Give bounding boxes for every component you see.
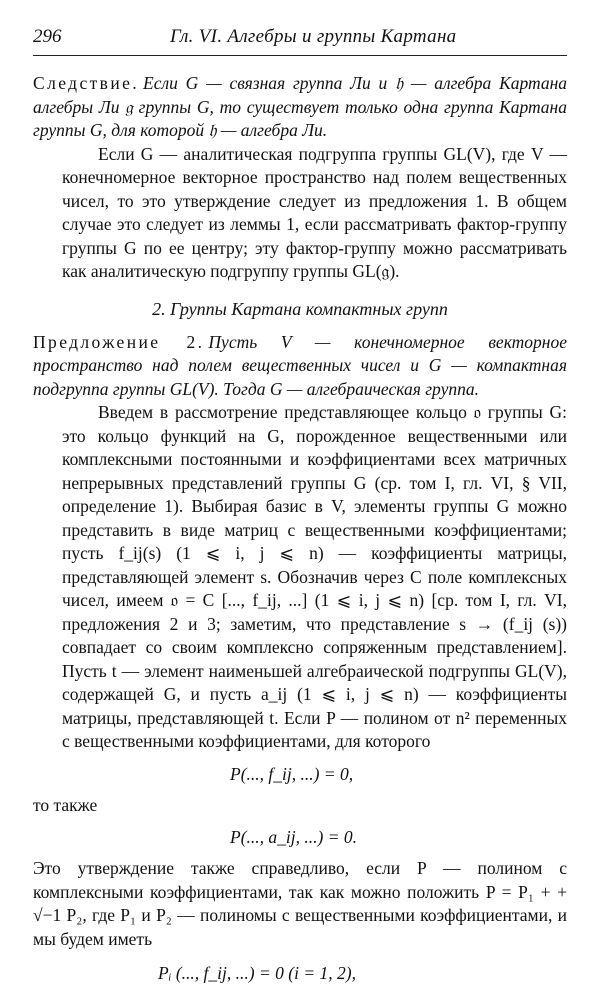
page-body xyxy=(33,72,567,993)
proposition-text: Пусть V — конечномерное векторное пространство над полем вещественных чисел и G — компактная подгруппа группы GL(V). Тогда G — алгебраическая группа. xyxy=(33,331,567,399)
header-rule xyxy=(33,55,567,56)
section-title: 2. Группы Картана компактных групп xyxy=(152,298,448,319)
proposition xyxy=(33,331,567,402)
corollary-lead: Следствие. xyxy=(33,73,140,93)
page-header xyxy=(0,0,602,60)
paragraph-proof: Введем в рассмотрение представляющее кольцо 𝔬 группы G: это кольцо функций на G, порожденное вещественными или комплексными постоянными и коэффициентами всех матричных непрерывных представлений группы G (ср. том I, гл. VI, § VII, определение 1). Выбирая базис в V, элементы группы G можно представить в виде матриц с вещественными коэффициентами; пусть f_ij(s) (1 ⩽ i, j ⩽ n) — коэффициенты матрицы, представляющей элемент s. Обозначив через C поле комплексных чисел, имеем 𝔬 = C [..., f_ij, ...] (1 ⩽ i, j ⩽ n) [ср. том I, гл. VI, предложения 2 и 3; заметим, что представление s → (f_ij (s)) совпадает со своим комплексно сопряженным представлением]. Пусть t — элемент наименьшей алгебраической подгруппы GL(V), содержащей G, и пусть a_ij (1 ⩽ i, j ⩽ n) — коэффициенты матрицы, представляющей t. Если P — полином от n² переменных с вещественными коэффициентами, для которого xyxy=(62,402,567,751)
proposition-lead: Предложение 2. xyxy=(33,331,205,352)
paragraph-analytic-subgroup: Если G — аналитическая подгруппа группы GL(V), где V — конечномерное векторное пространство над полем вещественных чисел, то это утверждение следует из предложения 1. В общем случае это следует из леммы 1, если рассматривать фактор-группу группы G по ее центру; эту фактор-группу можно рассматривать как аналитическую подгруппу группы GL(𝔤). xyxy=(62,143,567,281)
formula-polynomial-pi: Pᵢ (..., f_ij, ...) = 0 (i = 1, 2), xyxy=(158,963,356,983)
text-also: то также xyxy=(33,794,98,815)
corollary xyxy=(33,72,567,143)
paragraph-complex-coefficients: Это утверждение также справедливо, если P — полином с комплексными коэффициентами, так как можно положить P = P₁ + + √−1 P₂, где P₁ и P₂ — полиномы с вещественными коэффициентами, и мы будем иметь xyxy=(33,858,567,949)
formula-polynomial-a: P(..., a_ij, ...) = 0. xyxy=(230,827,358,847)
formula-polynomial-f: P(..., f_ij, ...) = 0, xyxy=(230,763,354,784)
page-number: 296 xyxy=(33,26,62,47)
corollary-text: Если G — связная группа Ли и 𝔥 — алгебра Картана алгебры Ли 𝔤 группы G, то существует только одна группа Картана группы G, для которой 𝔥 — алгебра Ли. xyxy=(33,73,567,140)
running-title: Гл. VI. Алгебры и группы Картана xyxy=(170,26,457,47)
